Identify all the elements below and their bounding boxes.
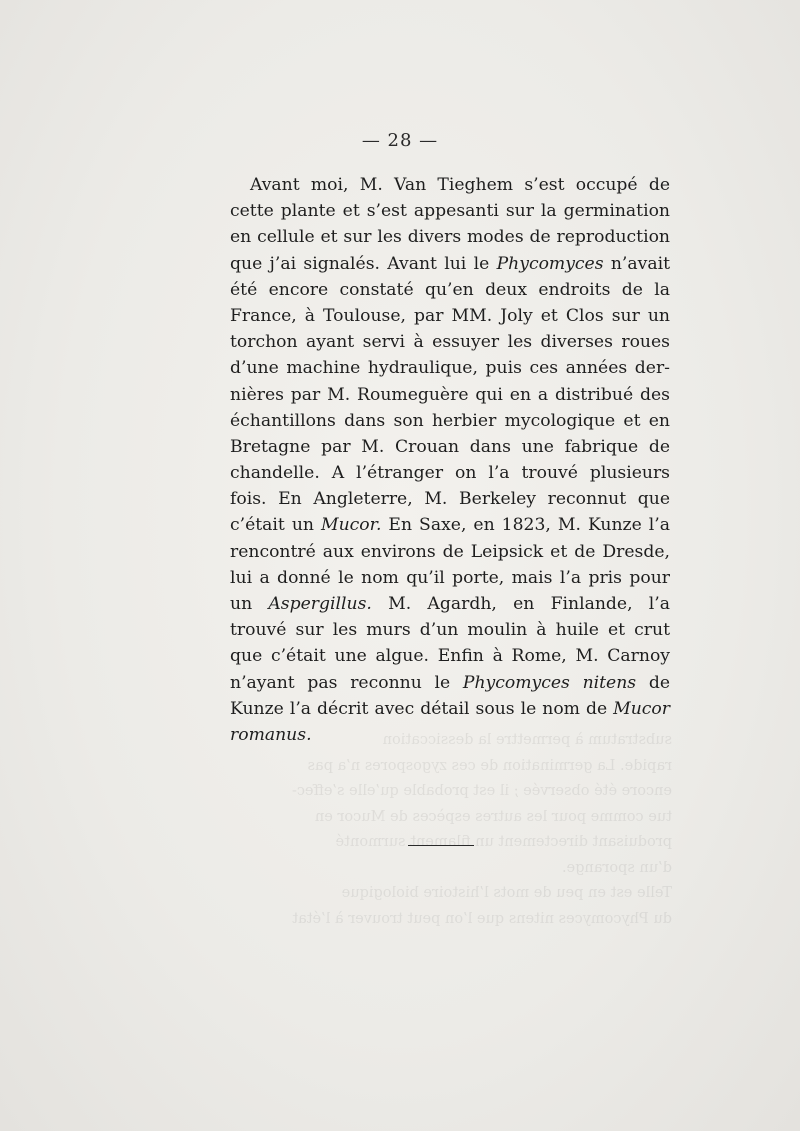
text-line [230,277,670,303]
text-line [230,722,670,748]
text-segment: que j’ai signalés. Avant lui le [230,253,497,274]
text-line [230,224,670,250]
text-segment: que c’était une algue. Enfin à Rome, M. Carnoy [230,646,670,667]
text-line [230,617,670,643]
text-segment: cette plante et s’est appesanti sur la germination [230,201,670,222]
text-line [230,355,670,381]
text-segment: échantillons dans son herbier mycologique et en [230,410,670,431]
text-segment: France, à Toulouse, par MM. Joly et Clos sur un [230,305,670,326]
text-line [230,696,670,722]
text-line [230,198,670,224]
text-segment: Avant moi, M. Van Tieghem s’est occupé de [250,175,670,195]
text-line [230,670,670,696]
text-line [230,486,670,512]
italic-term: Phycomyces [496,253,604,274]
text-line [230,565,670,591]
text-line [230,591,670,617]
italic-term: Aspergillus. [268,594,372,614]
text-segment: M. Agardh, en Finlande, l’a [371,594,670,614]
text-line [230,329,670,355]
text-segment: nières par M. Roumeguère qui en a distribué des [230,384,670,405]
text-line [230,303,670,329]
text-segment: fois. En Angleterre, M. Berkeley reconnut que [230,489,670,510]
text-line [230,382,670,408]
text-line [230,434,670,460]
show-through-text: substratum à permettre la dessiccation rapide. La germination de ces zygospores n’a pas encore été observée ; il est probable qu’elle s’effec- tue comme pour les autres espèces de Mucor en produisant directement un filament surmonté d’un sporange. Telle est en peu de mots l’histoire biologique du Phycomyces nitens que l’on peut trouver à l’état [291,732,672,927]
text-line [230,172,670,198]
text-line [230,408,670,434]
text-line [230,539,670,565]
text-segment: n’ayant pas reconnu le [230,672,463,693]
text-segment: un [230,594,269,614]
text-line [230,251,670,277]
text-segment: rencontré aux environs de Leipsick et de Dresde, [230,541,670,562]
italic-term: Mucor [613,698,670,719]
text-segment: c’était un [230,515,321,536]
text-line [230,643,670,669]
text-segment: de [636,672,671,693]
text-line [230,512,670,538]
section-divider [408,845,474,846]
text-segment: torchon ayant servi à essuyer les diverses roues [230,332,670,353]
page-number: — 28 — [361,130,439,151]
text-segment: lui a donné le nom qu’il porte, mais l’a pris pour [230,567,670,588]
italic-term: romanus. [230,724,312,745]
text-segment: d’une machine hydraulique, puis ces années der- [230,358,670,379]
text-segment: n’avait [603,253,670,274]
body-paragraph [230,172,670,748]
text-segment: trouvé sur les murs d’un moulin à huile et crut [230,620,670,641]
text-segment: En Saxe, en 1823, M. Kunze l’a [381,515,670,536]
text-segment: chandelle. A l’étranger on l’a trouvé plusieurs [230,463,670,484]
text-segment: Kunze l’a décrit avec détail sous le nom de [230,698,614,719]
text-line [230,460,670,486]
text-segment: été encore constaté qu’en deux endroits de la [230,279,670,300]
text-segment: en cellule et sur les divers modes de reproduction [230,227,670,248]
italic-term: Phycomyces nitens [462,672,637,693]
text-segment: Bretagne par M. Crouan dans une fabrique de [230,436,670,457]
italic-term: Mucor. [320,515,382,536]
